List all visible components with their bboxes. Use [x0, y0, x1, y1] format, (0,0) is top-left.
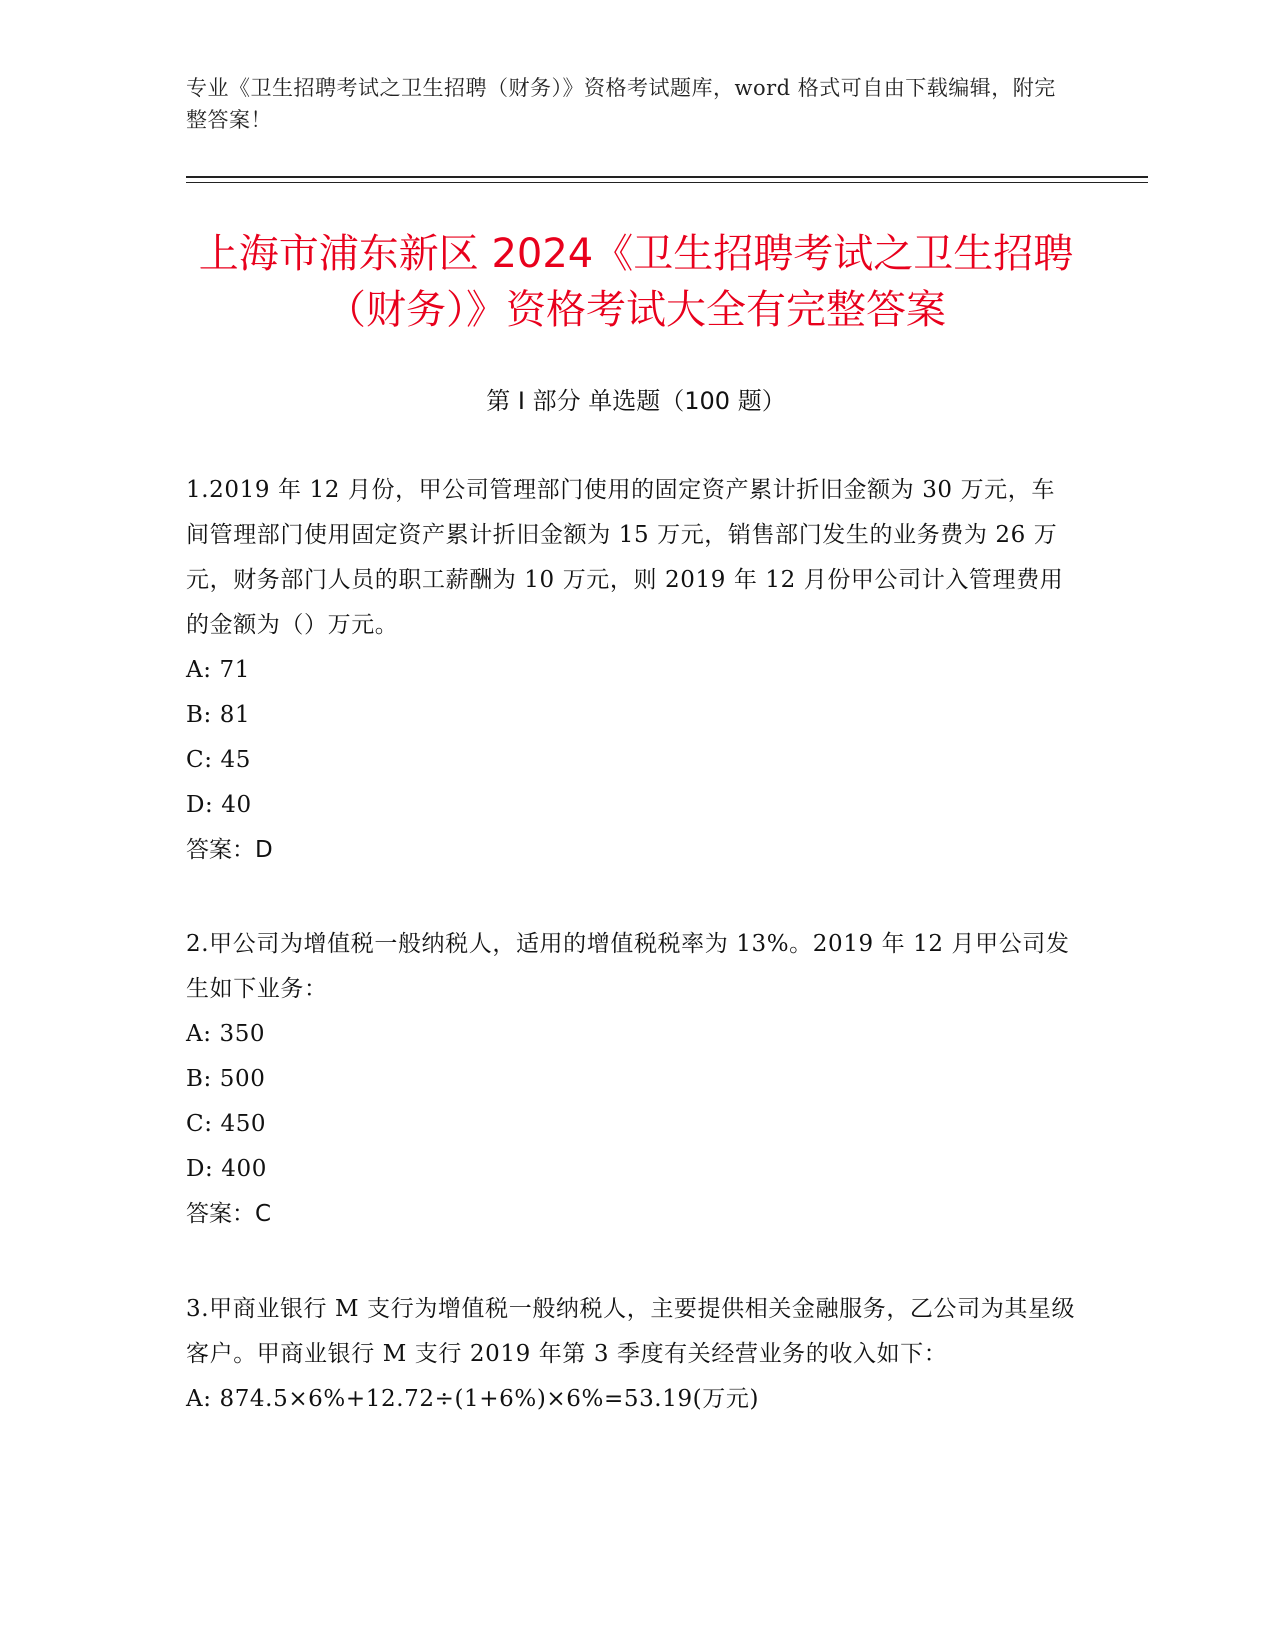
option-d: D: 40 — [186, 792, 252, 818]
header-rule-thick — [186, 176, 1148, 178]
option-a: A: 350 — [186, 1021, 266, 1047]
document-title: 上海市浦东新区 2024《卫生招聘考试之卫生招聘（财务）》资格考试大全有完整答案 — [198, 231, 1074, 333]
section-title: 第 I 部分 单选题（100 题） — [486, 387, 786, 415]
option-c: C: 450 — [186, 1111, 267, 1137]
question-stem: 1.2019 年 12 月份，甲公司管理部门使用的固定资产累计折旧金额为 30 万元，车间管理部门使用固定资产累计折旧金额为 15 万元，销售部门发生的业务费为 26 万元，财务部门人员的职工薪酬为 10 万元，则 2019 年 12 月份甲公司计入管理费用的金额为（）万元。 — [186, 477, 1064, 638]
question-3 — [186, 1287, 1076, 1422]
question-stem: 3.甲商业银行 M 支行为增值税一般纳税人，主要提供相关金融服务，乙公司为其星级客户。甲商业银行 M 支行 2019 年第 3 季度有关经营业务的收入如下： — [186, 1296, 1076, 1367]
header-note: 专业《卫生招聘考试之卫生招聘（财务）》资格考试题库，word 格式可自由下载编辑，附完整答案！ — [186, 76, 1056, 132]
option-c: C: 45 — [186, 747, 251, 773]
option-a: A: 71 — [186, 657, 250, 683]
question-2 — [186, 922, 1076, 1237]
answer: 答案：C — [186, 1201, 272, 1227]
question-1 — [186, 468, 1076, 873]
question-stem: 2.甲公司为增值税一般纳税人，适用的增值税税率为 13%。2019 年 12 月甲公司发生如下业务： — [186, 931, 1070, 1002]
answer: 答案：D — [186, 837, 273, 863]
option-b: B: 81 — [186, 702, 251, 728]
option-b: B: 500 — [186, 1066, 266, 1092]
option-d: D: 400 — [186, 1156, 268, 1182]
option-a: A: 874.5×6%+12.72÷(1+6%)×6%=53.19(万元) — [186, 1386, 760, 1412]
header-rule-thin — [186, 182, 1148, 183]
